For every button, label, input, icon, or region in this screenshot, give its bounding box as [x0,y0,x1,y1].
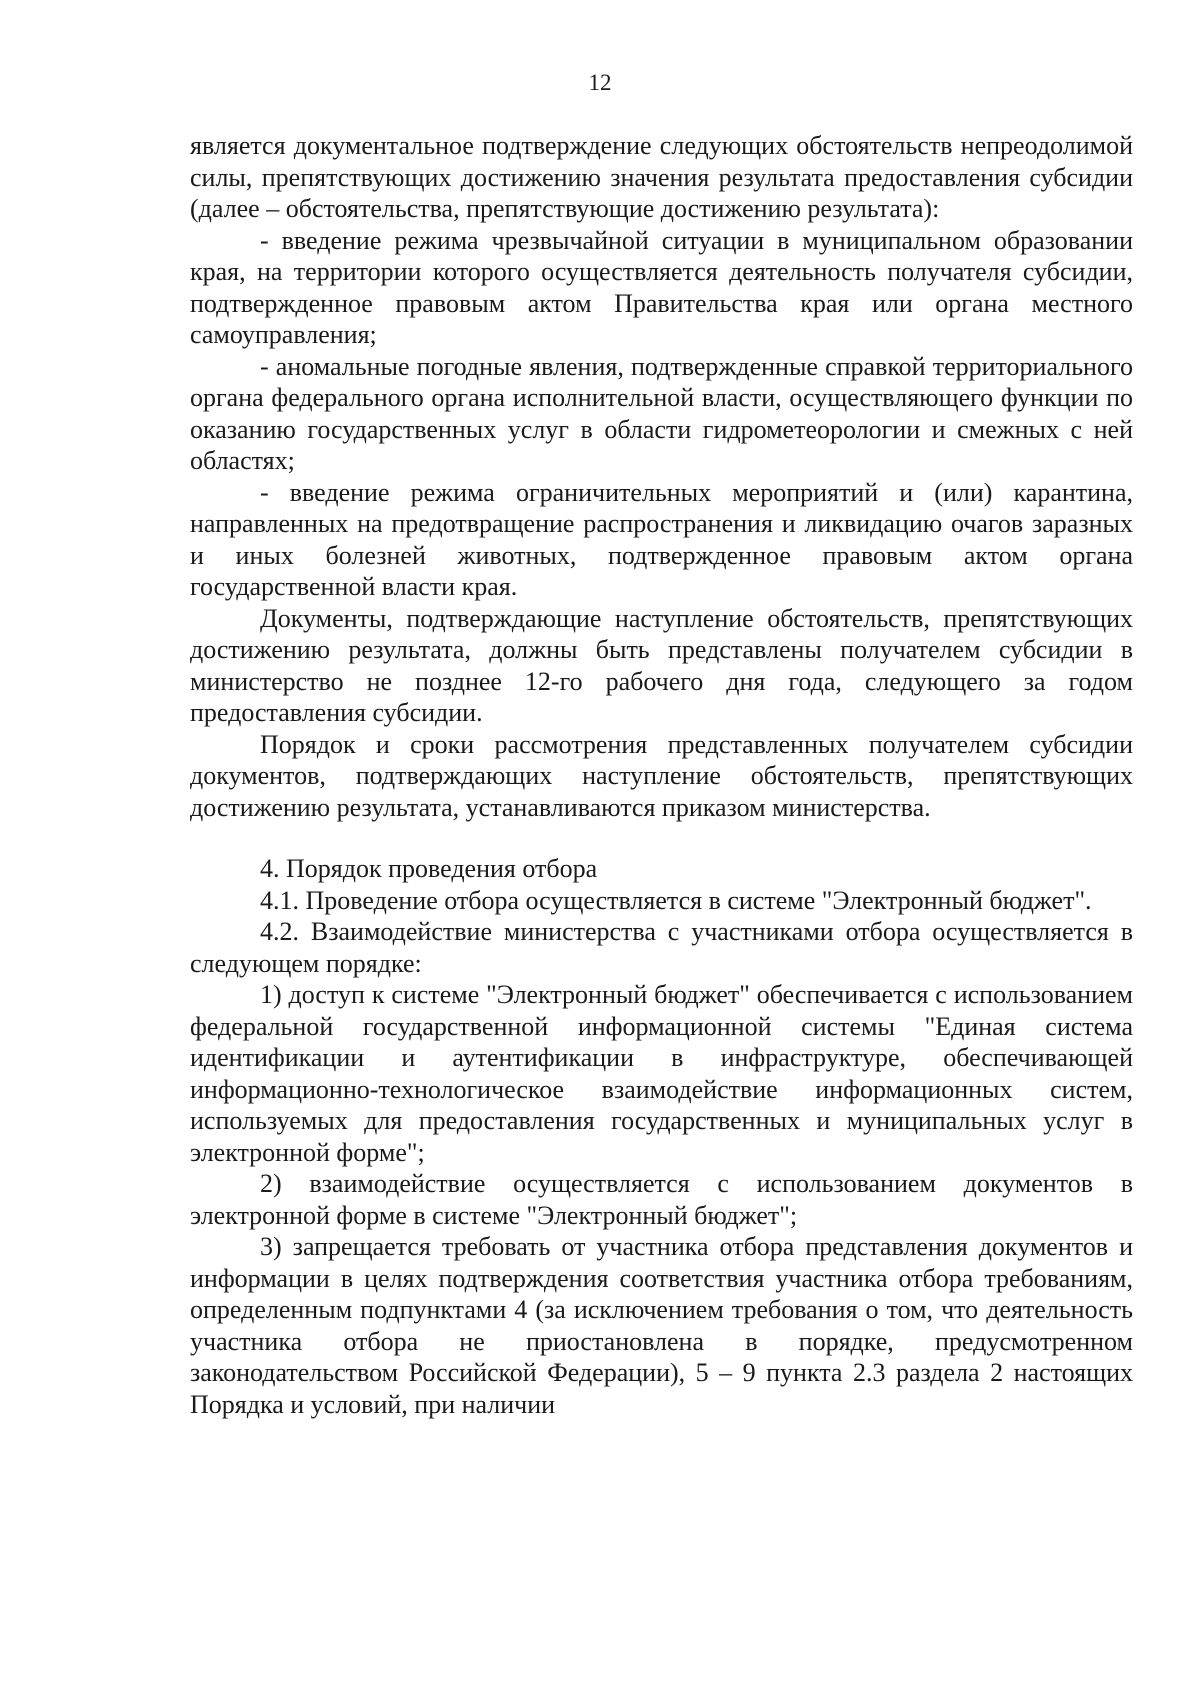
list-item-2-electronic-documents: 2) взаимодействие осуществляется с использованием документов в электронной форме в системе "Электронный бюджет"; [190,1169,1133,1230]
paragraph-4-1: 4.1. Проведение отбора осуществляется в системе "Электронный бюджет". [260,885,1092,915]
paragraph-review-procedure: Порядок и сроки рассмотрения представленных получателем субсидии документов, подтверждающих наступление обстоятельств, препятствующих достижению результата, устанавливаются приказом министерства. [190,729,1133,822]
section-heading-selection-procedure: 4. Порядок проведения отбора [260,854,598,883]
paragraph-documents-deadline: Документы, подтверждающие наступление обстоятельств, препятствующих достижению результата, должны быть представлены получателем субсидии в министерство не позднее 12-го рабочего дня года, следующего за годом предоставления субсидии. [190,603,1133,727]
paragraph-quarantine-regime: - введение режима ограничительных мероприятий и (или) карантина, направленных на предотвращение распространения и ликвидацию очагов заразных и иных болезней животных, подтвержденное правовым актом органа государственной власти края. [190,477,1133,601]
paragraph-emergency-regime: - введение режима чрезвычайной ситуации в муниципальном образовании края, на территории которого осуществляется деятельность получателя субсидии, подтвержденное правовым актом Правительства края или органа местного самоуправления; [190,225,1133,349]
paragraph-force-majeure-intro: является документальное подтверждение следующих обстоятельств непреодолимой силы, препятствующих достижению значения результата предоставления субсидии (далее – обстоятельства, препятствующие достижению результата): [190,131,1133,223]
page-number: 12 [588,70,612,95]
list-item-1-access: 1) доступ к системе "Электронный бюджет" обеспечивается с использованием федеральной государственной информационной системы "Единая система идентификации и аутентификации в инфраструктуре, обеспечивающей информационно-технологическое взаимодействие информационных систем, используемых для предоставления государственных и муниципальных услуг в электронной форме"; [190,980,1133,1167]
paragraph-weather-phenomena: - аномальные погодные явления, подтвержденные справкой территориального органа федерального органа исполнительной власти, осуществляющего функции по оказанию государственных услуг в области гидрометеорологии и смежных с ней областях; [190,351,1133,475]
document-body [190,130,1133,1420]
list-item-3-prohibition: 3) запрещается требовать от участника отбора представления документов и информации в целях подтверждения соответствия участника отбора требованиям, определенным подпунктами 4 (за исключением требования о том, что деятельность участника отбора не приостановлена в порядке, предусмотренном законодательством Российской Федерации), 5 – 9 пункта 2.3 раздела 2 настоящих Порядка и условий, при наличии [190,1232,1133,1419]
paragraph-4-2: 4.2. Взаимодействие министерства с участниками отбора осуществляется в следующем порядке: [190,917,1133,978]
